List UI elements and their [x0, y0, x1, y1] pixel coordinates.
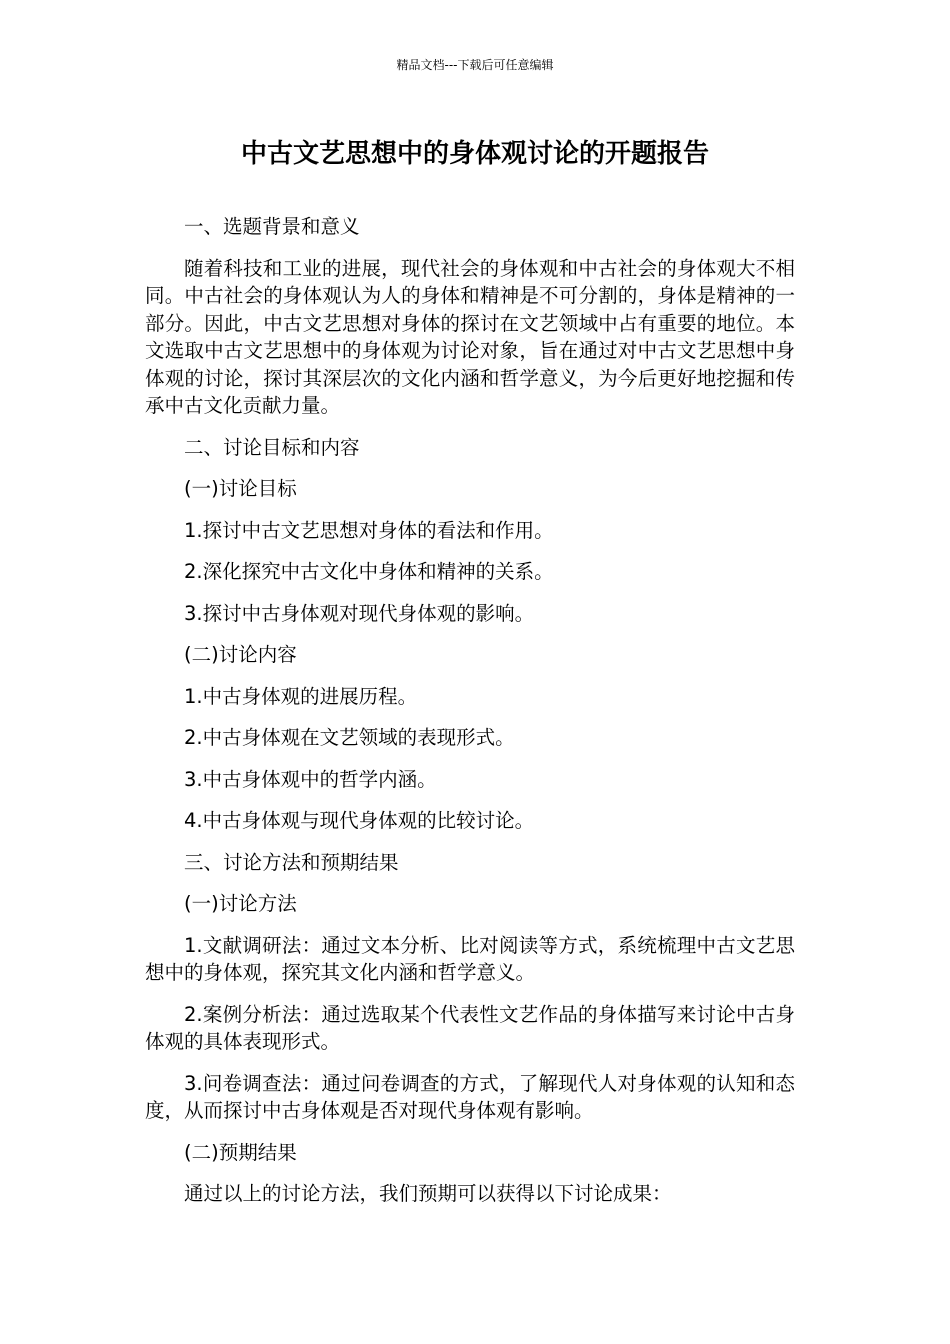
document-title: 中古文艺思想中的身体观讨论的开题报告 — [240, 139, 709, 169]
list-item-goal-1: 1.探讨中古文艺思想对身体的看法和作用。 — [184, 518, 554, 542]
list-item-content-4: 4.中古身体观与现代身体观的比较讨论。 — [184, 809, 535, 832]
section-heading-background: 一、选题背景和意义 — [184, 215, 360, 238]
list-item-method-1: 1.文献调研法：通过文本分析、比对阅读等方式，系统梳理中古文艺思想中的身体观，探究其文化内涵和哲学意义。 — [145, 933, 795, 984]
subheading-expected-results: (二)预期结果 — [184, 1140, 297, 1164]
section-heading-methods-results: 三、讨论方法和预期结果 — [184, 850, 399, 874]
page-header-note: 精品文档---下载后可任意编辑 — [396, 58, 554, 72]
subheading-methods: (一)讨论方法 — [184, 892, 297, 915]
paragraph-background: 随着科技和工业的进展，现代社会的身体观和中古社会的身体观大不相同。中古社会的身体观认为人的身体和精神是不可分割的，身体是精神的一部分。因此，中古文艺思想对身体的探讨在文艺领域中占有重要的地位。本文选取中古文艺思想中的身体观为讨论对象，旨在通过对中古文艺思想中身体观的讨论，探讨其深层次的文化内涵和哲学意义，为今后更好地挖掘和传承中古文化贡献力量。 — [145, 256, 795, 417]
document-body — [145, 213, 795, 1222]
list-item-content-2: 2.中古身体观在文艺领域的表现形式。 — [184, 726, 515, 749]
list-item-content-3: 3.中古身体观中的哲学内涵。 — [184, 767, 437, 791]
section-heading-goals-content: 二、讨论目标和内容 — [184, 435, 360, 459]
paragraph-expected-results: 通过以上的讨论方法，我们预期可以获得以下讨论成果： — [184, 1182, 672, 1205]
subheading-content: (二)讨论内容 — [184, 643, 297, 666]
list-item-goal-3: 3.探讨中古身体观对现代身体观的影响。 — [184, 601, 535, 625]
list-item-method-2: 2.案例分析法：通过选取某个代表性文艺作品的身体描写来讨论中古身体观的具体表现形式。 — [145, 1002, 795, 1053]
list-item-content-1: 1.中古身体观的进展历程。 — [184, 684, 418, 708]
subheading-goals: (一)讨论目标 — [184, 477, 297, 500]
list-item-goal-2: 2.深化探究中古文化中身体和精神的关系。 — [184, 560, 554, 583]
list-item-method-3: 3.问卷调查法：通过问卷调查的方式，了解现代人对身体观的认知和态度，从而探讨中古身体观是否对现代身体观有影响。 — [145, 1071, 795, 1122]
